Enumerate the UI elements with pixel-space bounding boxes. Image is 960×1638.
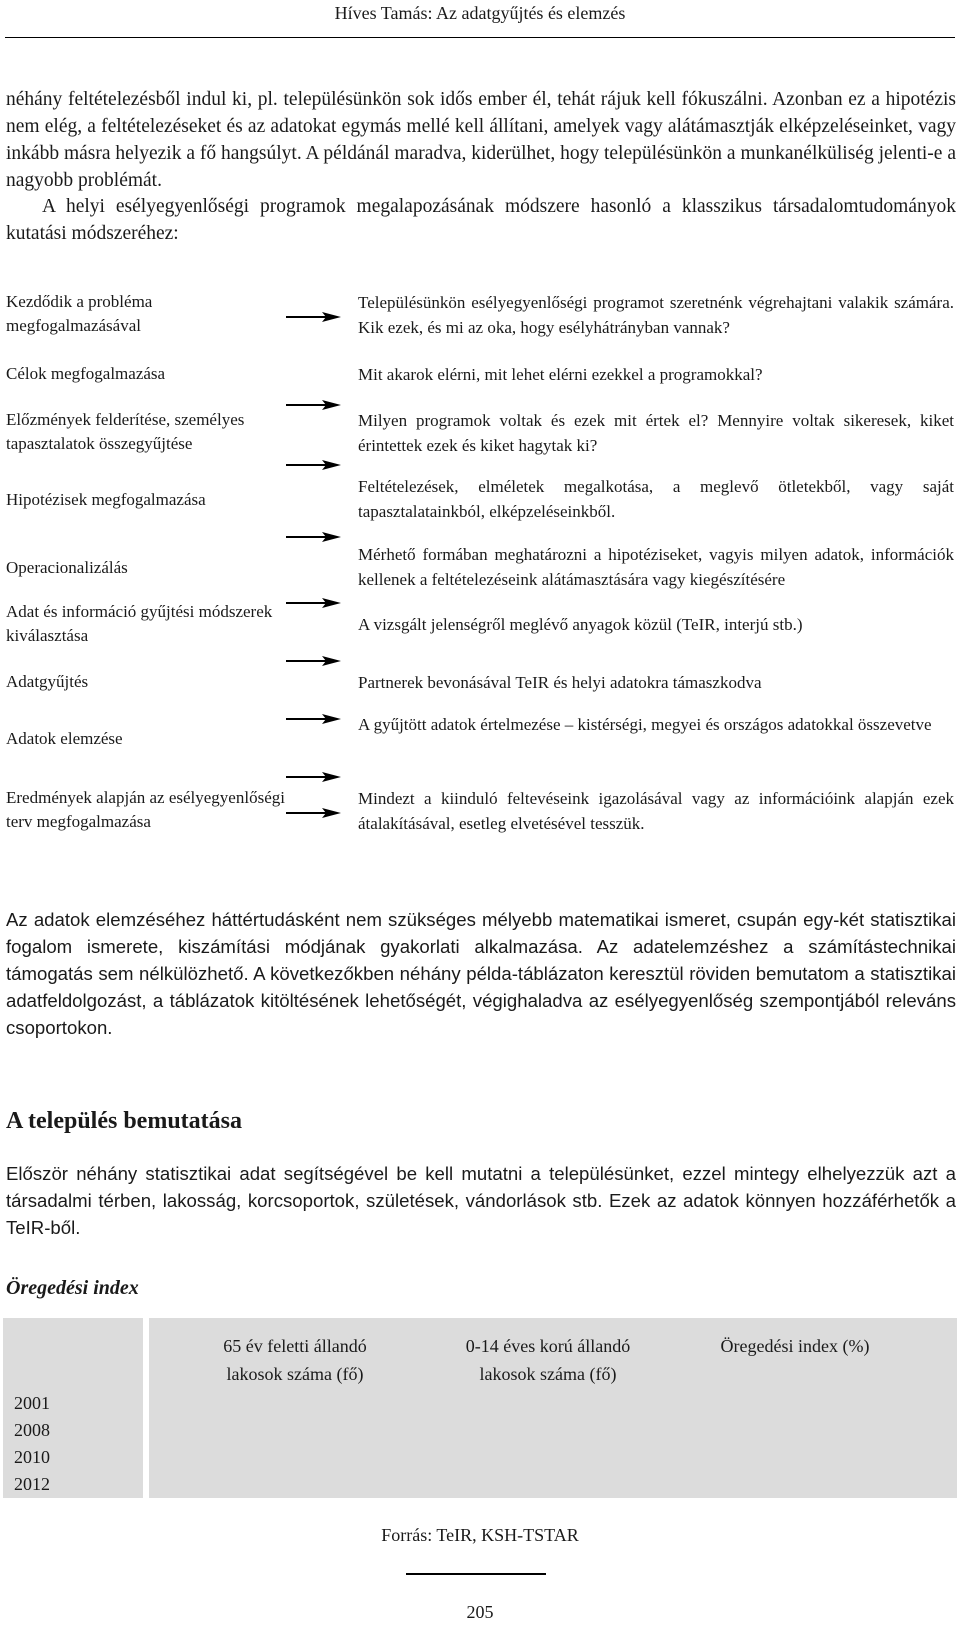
step-row bbox=[6, 408, 956, 462]
column-header: 65 év feletti állandó lakosok száma (fő) bbox=[223, 1336, 367, 1384]
year-label: 2010 bbox=[14, 1447, 50, 1467]
step-label: Adat és információ gyűjtési módszerek kiválasztása bbox=[6, 602, 273, 645]
section-heading: A település bemutatása bbox=[6, 1108, 242, 1134]
page-number: 205 bbox=[466, 1602, 494, 1622]
analysis-paragraph: Az adatok elemzéséhez háttértudásként nem szükséges mélyebb matematikai ismeret, csupán egy-két statisztikai fogalom ismerete, kiszámítási módjának gyakorlati alkalmazása. Az adatelemzéshez a számítástechnikai támogatás sem nélkülözhető. A következőkben néhány példa-táblázaton keresztül röviden bemutatom a statisztikai adatfeldolgozást, a táblázatok kitöltésének lehetőségét, végighaladva az esélyegyenlőség szempontjából releváns csoportokon. bbox=[6, 909, 956, 1038]
arrow-icon bbox=[286, 398, 342, 412]
step-row bbox=[6, 290, 956, 344]
column-header: 0-14 éves korú állandó lakosok száma (fő) bbox=[465, 1336, 631, 1384]
intro-paragraph-1: néhány feltételezésből indul ki, pl. településünkön sok idős ember él, tehát rájuk kell fókuszálni. Azonban ez a hipotézis nem elég, a feltételezéseket és az adatokat egymás mellé kell állítani, amelyek vagy alátámasztják elképzeléseinket, vagy inkább másra helyezik a fő hangsúlyt. A példánál maradva, kiderülhet, hogy településünkön a munkanélküliség jelenti-e a nagyobb problémát. bbox=[6, 89, 956, 191]
step-description: Mérhető formában meghatározni a hipotéziseket, vagyis milyen adatok, információk kellenek a feltételezéseink alátámasztására vagy kiegészítésére bbox=[358, 545, 954, 589]
step-label: Előzmények felderítése, személyes tapasztalatok összegyűjtése bbox=[6, 410, 245, 453]
step-label: Adatok elemzése bbox=[6, 729, 123, 748]
table-source: Forrás: TeIR, KSH-TSTAR bbox=[381, 1525, 579, 1545]
footer-divider bbox=[406, 1573, 546, 1575]
step-label: Eredmények alapján az esélyegyenlőségi terv megfogalmazása bbox=[6, 788, 285, 831]
step-description: Mindezt a kiinduló feltevéseink igazolásával vagy az információink alapján ezek átalakításával, esetleg elvetésével tesszük. bbox=[358, 789, 954, 833]
arrow-icon bbox=[286, 770, 342, 784]
section-paragraph: Először néhány statisztikai adat segítségével be kell mutatni a településünket, ezzel mintegy elhelyezzük azt a társadalmi térben, lakosság, korcsoportok, születések, vándorlások stb. Ezek az adatok könnyen hozzáférhetők a TeIR-ből. bbox=[6, 1163, 956, 1238]
intro-paragraph-2: A helyi esélyegyenlőségi programok megalapozásának módszere hasonló a klasszikus társadalomtudományok kutatási módszeréhez: bbox=[6, 196, 956, 244]
step-row bbox=[6, 474, 956, 528]
arrow-icon bbox=[286, 530, 342, 544]
step-label: Operacionalizálás bbox=[6, 558, 128, 577]
step-label: Kezdődik a probléma megfogalmazásával bbox=[6, 292, 153, 335]
year-label: 2008 bbox=[14, 1420, 50, 1440]
arrow-icon bbox=[286, 458, 342, 472]
step-description: Milyen programok voltak és ezek mit értek el? Mennyire voltak sikeresek, kiket érintettek ezek és kiket hagytak ki? bbox=[358, 411, 954, 455]
arrow-icon bbox=[286, 310, 342, 324]
step-description: A vizsgált jelenségről meglévő anyagok közül (TeIR, interjú stb.) bbox=[358, 615, 803, 634]
column-header: Öregedési index (%) bbox=[720, 1336, 870, 1356]
table-title: Öregedési index bbox=[6, 1277, 139, 1299]
arrow-icon bbox=[286, 712, 342, 726]
year-label: 2012 bbox=[14, 1474, 50, 1494]
arrow-icon bbox=[286, 596, 342, 610]
step-description: Feltételezések, elméletek megalkotása, a meglevő ötletekből, vagy saját tapasztalatainkból, elképzeléseinkből. bbox=[358, 477, 954, 521]
header-divider bbox=[5, 37, 955, 38]
step-label: Adatgyűjtés bbox=[6, 672, 89, 691]
arrow-icon bbox=[286, 806, 342, 820]
step-description: Mit akarok elérni, mit lehet elérni ezekkel a programokkal? bbox=[358, 365, 763, 384]
step-row bbox=[6, 712, 956, 766]
step-description: Partnerek bevonásával TeIR és helyi adatokra támaszkodva bbox=[358, 673, 762, 692]
step-row bbox=[6, 786, 956, 840]
running-header: Híves Tamás: Az adatgyűjtés és elemzés bbox=[334, 3, 626, 23]
step-label: Célok megfogalmazása bbox=[6, 364, 166, 383]
step-row bbox=[6, 600, 956, 654]
step-row bbox=[6, 542, 956, 596]
step-label: Hipotézisek megfogalmazása bbox=[6, 490, 206, 509]
step-description: Településünkön esélyegyenlőségi programot szeretnénk végrehajtani valakik számára. Kik ezek, és mi az oka, hogy esélyhátrányban vannak? bbox=[358, 293, 954, 337]
step-description: A gyűjtött adatok értelmezése – kistérségi, megyei és országos adatokkal összevetve bbox=[358, 715, 932, 734]
arrow-icon bbox=[286, 654, 342, 668]
year-label: 2001 bbox=[14, 1393, 50, 1413]
